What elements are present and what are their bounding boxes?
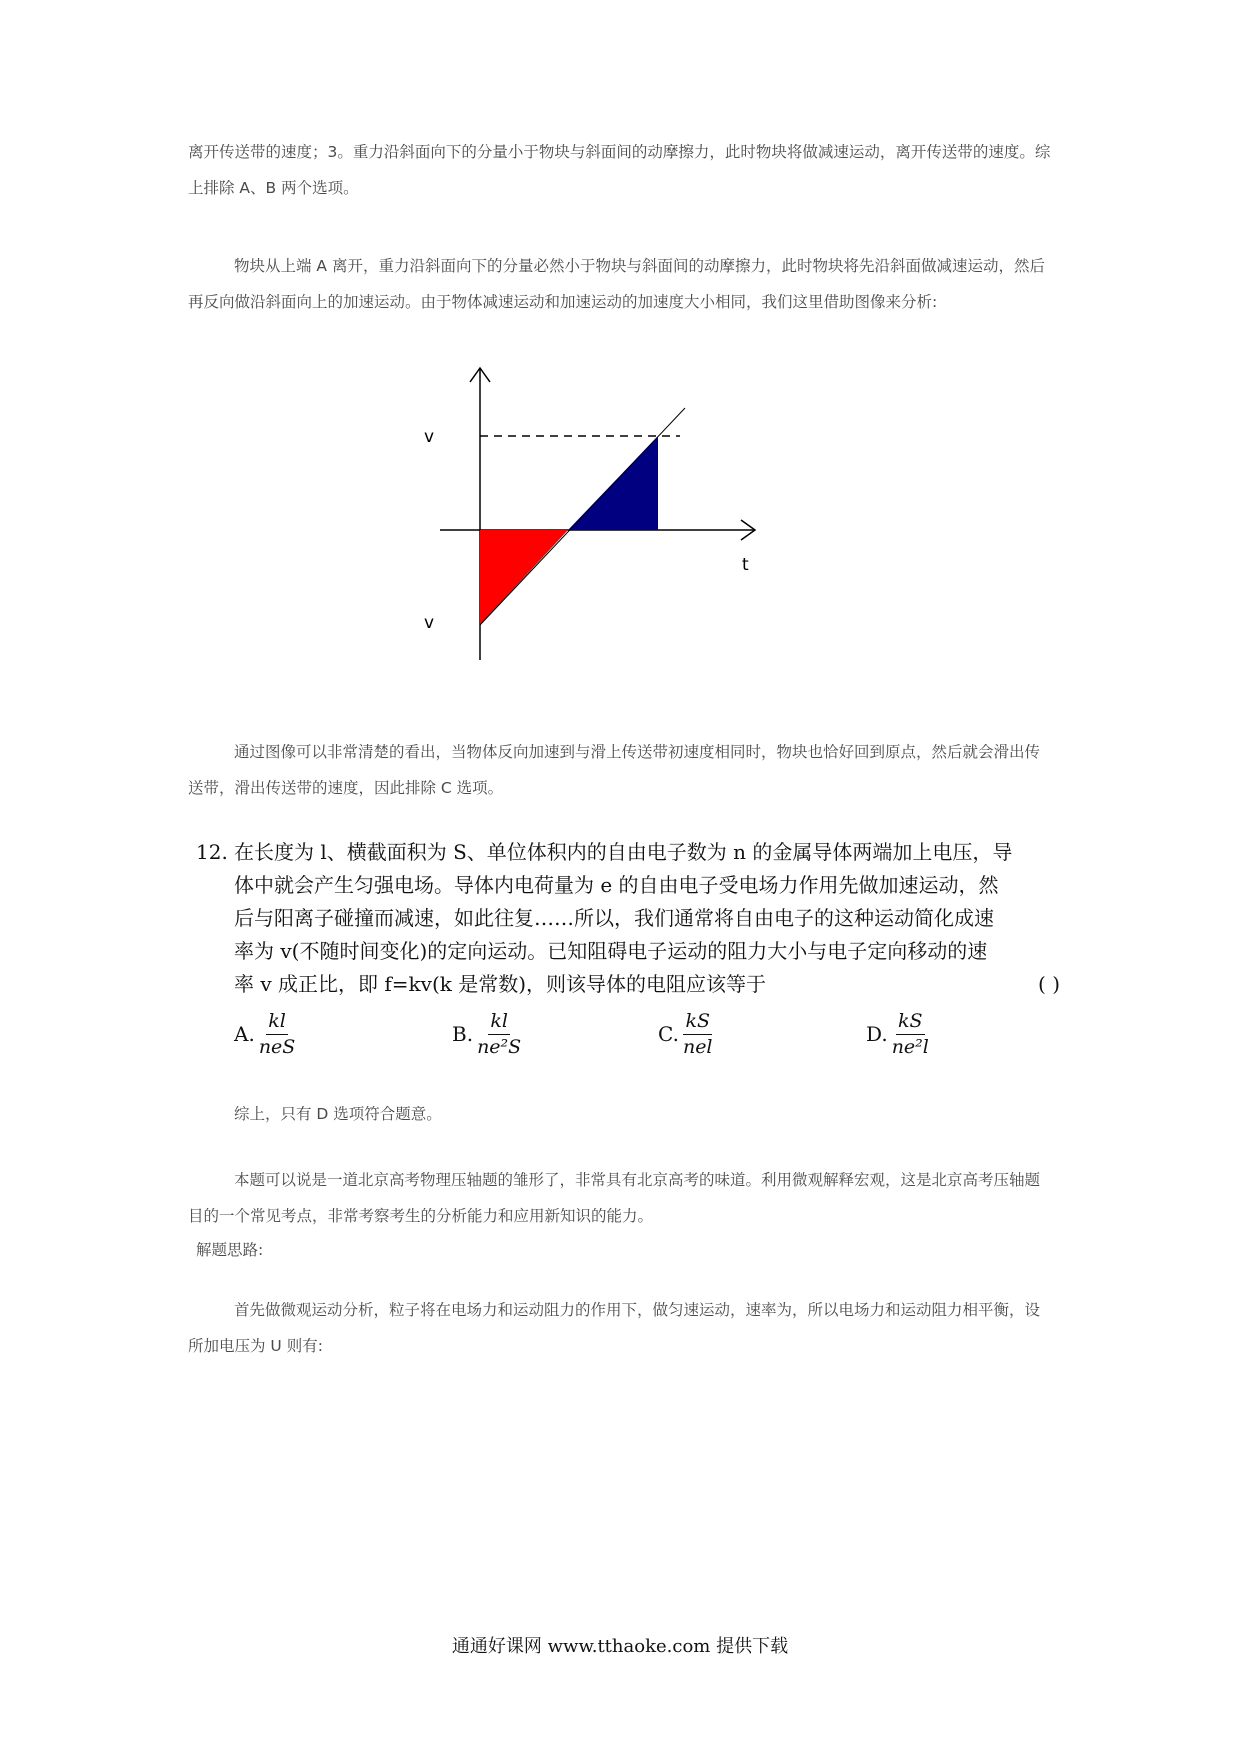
- question-12: [196, 836, 1076, 1001]
- heading-solution-approach: 解题思路:: [196, 1241, 264, 1259]
- option-d-fraction: [892, 1010, 929, 1058]
- option-c-numerator: kS: [683, 1010, 712, 1035]
- question-line-5: 率 v 成正比，即 f=kv(k 是常数)，则该导体的电阻应该等于: [234, 972, 767, 996]
- paragraph-5: 本题可以说是一道北京高考物理压轴题的雏形了，非常具有北京高考的味道。利用微观解释宏观，这是北京高考压轴题目的一个常见考点，非常考察考生的分析能力和应用新知识的能力。: [188, 1171, 1041, 1225]
- paragraph-1-line-2: 上排除 A、B 两个选项。: [188, 179, 359, 197]
- option-d-label: D.: [866, 1022, 888, 1046]
- answer-options: [196, 1010, 1056, 1070]
- option-a-label: A.: [234, 1022, 255, 1046]
- option-a-denominator: neS: [258, 1036, 296, 1058]
- question-line-2: 体中就会产生匀强电场。导体内电荷量为 e 的自由电子受电场力作用先做加速运动，然: [234, 873, 999, 897]
- footer-text: 通通好课网 www.tthaoke.com 提供下载: [451, 1636, 789, 1657]
- question-line-4: 率为 v(不随时间变化)的定向运动。已知阻碍电子运动的阻力大小与电子定向移动的速: [234, 939, 988, 963]
- v-bottom-label: v: [424, 613, 435, 633]
- option-c-label: C.: [658, 1022, 679, 1046]
- option-c-denominator: nel: [682, 1036, 713, 1058]
- question-number: 12.: [196, 840, 228, 864]
- t-label: t: [742, 555, 749, 575]
- option-d-numerator: kS: [896, 1010, 925, 1035]
- v-top-label: v: [424, 427, 435, 447]
- question-line-3: 后与阳离子碰撞而减速，如此往复……所以，我们通常将自由电子的这种运动简化成速: [234, 906, 994, 930]
- velocity-time-graph: [424, 360, 810, 680]
- option-a-numerator: kl: [266, 1010, 288, 1035]
- option-b: [452, 1010, 521, 1058]
- option-b-label: B.: [452, 1022, 474, 1046]
- answer-paren: ( ): [1038, 972, 1060, 996]
- paragraph-6: 首先做微观运动分析，粒子将在电场力和运动阻力的作用下，做匀速运动，速率为，所以电场力和运动阻力相平衡，设所加电压为 U 则有:: [188, 1301, 1041, 1355]
- option-a: [234, 1010, 295, 1058]
- option-b-fraction: [477, 1010, 521, 1058]
- option-b-numerator: kl: [488, 1010, 510, 1035]
- paragraph-2: 物块从上端 A 离开，重力沿斜面向下的分量必然小于物块与斜面间的动摩擦力，此时物块将先沿斜面做减速运动，然后再反向做沿斜面向上的加速运动。由于物体减速运动和加速运动的加速度大小相同，我们这里借助图像来分析:: [188, 257, 1045, 311]
- paragraph-4: 综上，只有 D 选项符合题意。: [234, 1105, 442, 1123]
- option-a-fraction: [259, 1010, 296, 1058]
- option-d: [866, 1010, 929, 1058]
- option-c-fraction: [683, 1010, 713, 1058]
- option-d-denominator: ne²l: [891, 1036, 929, 1058]
- option-c: [658, 1010, 713, 1058]
- question-line-1: 在长度为 l、横截面积为 S、单位体积内的自由电子数为 n 的金属导体两端加上电压，导: [234, 840, 1013, 864]
- paragraph-3: 通过图像可以非常清楚的看出，当物体反向加速到与滑上传送带初速度相同时，物块也恰好回到原点，然后就会滑出传送带，滑出传送带的速度，因此排除 C 选项。: [188, 743, 1041, 797]
- paragraph-1: [188, 134, 1054, 206]
- paragraph-1-line-1: 离开传送带的速度；3。重力沿斜面向下的分量小于物块与斜面间的动摩擦力，此时物块将做减速运动，离开传送带的速度。综: [188, 143, 1051, 161]
- option-b-denominator: ne²S: [477, 1036, 522, 1058]
- positive-area-triangle: [568, 436, 658, 530]
